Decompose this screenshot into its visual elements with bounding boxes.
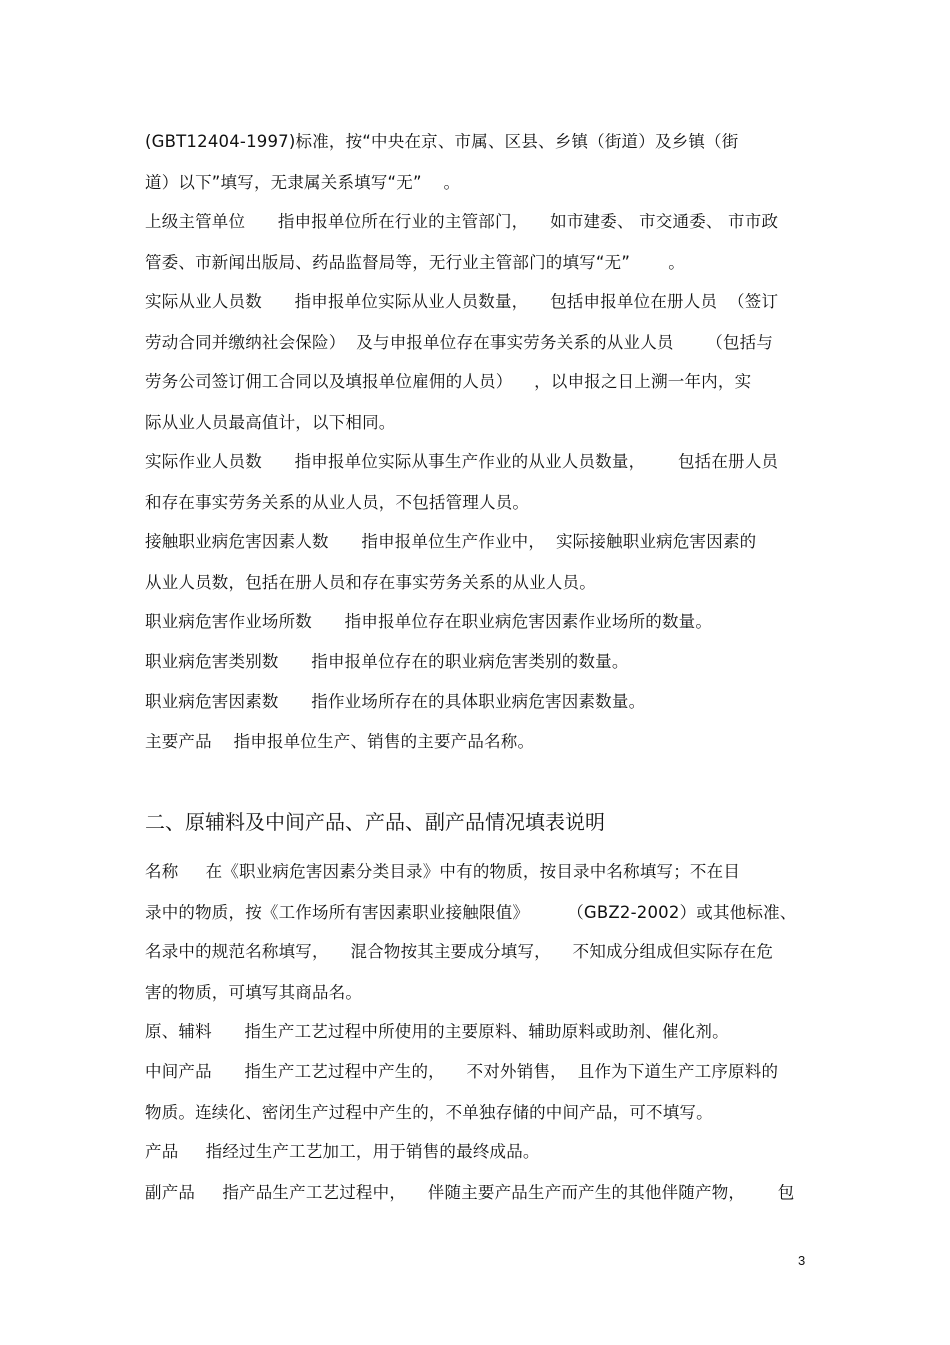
text-line: 产品 指经过生产工艺加工，用于销售的最终成品。: [145, 1142, 540, 1161]
text-line: 劳动合同并缴纳社会保险） 及与申报单位存在事实劳务关系的从业人员 （包括与: [145, 333, 774, 352]
text-line: (GBT12404-1997)标准，按“中央在京、市属、区县、乡镇（街道）及乡镇（街: [145, 132, 739, 151]
text-line: 主要产品 指申报单位生产、销售的主要产品名称。: [145, 732, 535, 751]
text-line: 原、辅料 指生产工艺过程中所使用的主要原料、辅助原料或助剂、催化剂。: [145, 1022, 729, 1041]
text-line: 中间产品 指生产工艺过程中产生的， 不对外销售， 且作为下道生产工序原料的: [145, 1062, 779, 1081]
text-line: 副产品 指产品生产工艺过程中， 伴随主要产品生产而产生的其他伴随产物， 包: [145, 1183, 795, 1202]
text-line: 实际作业人员数 指申报单位实际从事生产作业的从业人员数量， 包括在册人员: [145, 452, 779, 471]
text-line: 上级主管单位 指申报单位所在行业的主管部门， 如市建委、 市交通委、 市市政: [145, 212, 779, 231]
text-line: 道）以下”填写，无隶属关系填写“无” 。: [145, 173, 461, 192]
text-line: 物质。连续化、密闭生产过程中产生的，不单独存储的中间产品，可不填写。: [145, 1103, 713, 1122]
text-line: 和存在事实劳务关系的从业人员，不包括管理人员。: [145, 493, 530, 512]
section-2-heading: 二、原辅料及中间产品、产品、副产品情况填表说明: [145, 810, 605, 834]
text-line: 名称 在《职业病危害因素分类目录》中有的物质，按目录中名称填写；不在目: [145, 862, 741, 881]
text-line: 接触职业病危害因素人数 指申报单位生产作业中， 实际接触职业病危害因素的: [145, 532, 757, 551]
page-number: 3: [798, 1253, 806, 1268]
text-line: 害的物质，可填写其商品名。: [145, 983, 363, 1002]
text-line: 职业病危害因素数 指作业场所存在的具体职业病危害因素数量。: [145, 692, 646, 711]
text-line: 管委、市新闻出版局、药品监督局等，无行业主管部门的填写“无” 。: [145, 253, 685, 272]
text-line: 从业人员数，包括在册人员和存在事实劳务关系的从业人员。: [145, 573, 596, 592]
text-line: 录中的物质，按《工作场所有害因素职业接触限值》 （GBZ2-2002）或其他标准、: [145, 903, 797, 922]
text-line: 职业病危害作业场所数 指申报单位存在职业病危害因素作业场所的数量。: [145, 612, 713, 631]
text-line: 劳务公司签订佣工合同以及填报单位雇佣的人员） ，以申报之日上溯一年内，实: [145, 372, 752, 391]
text-line: 名录中的规范名称填写， 混合物按其主要成分填写， 不知成分组成但实际存在危: [145, 942, 774, 961]
text-line: 实际从业人员数 指申报单位实际从业人员数量， 包括申报单位在册人员 （签订: [145, 292, 779, 311]
text-line: 职业病危害类别数 指申报单位存在的职业病危害类别的数量。: [145, 652, 629, 671]
text-line: 际从业人员最高值计，以下相同。: [145, 413, 396, 432]
